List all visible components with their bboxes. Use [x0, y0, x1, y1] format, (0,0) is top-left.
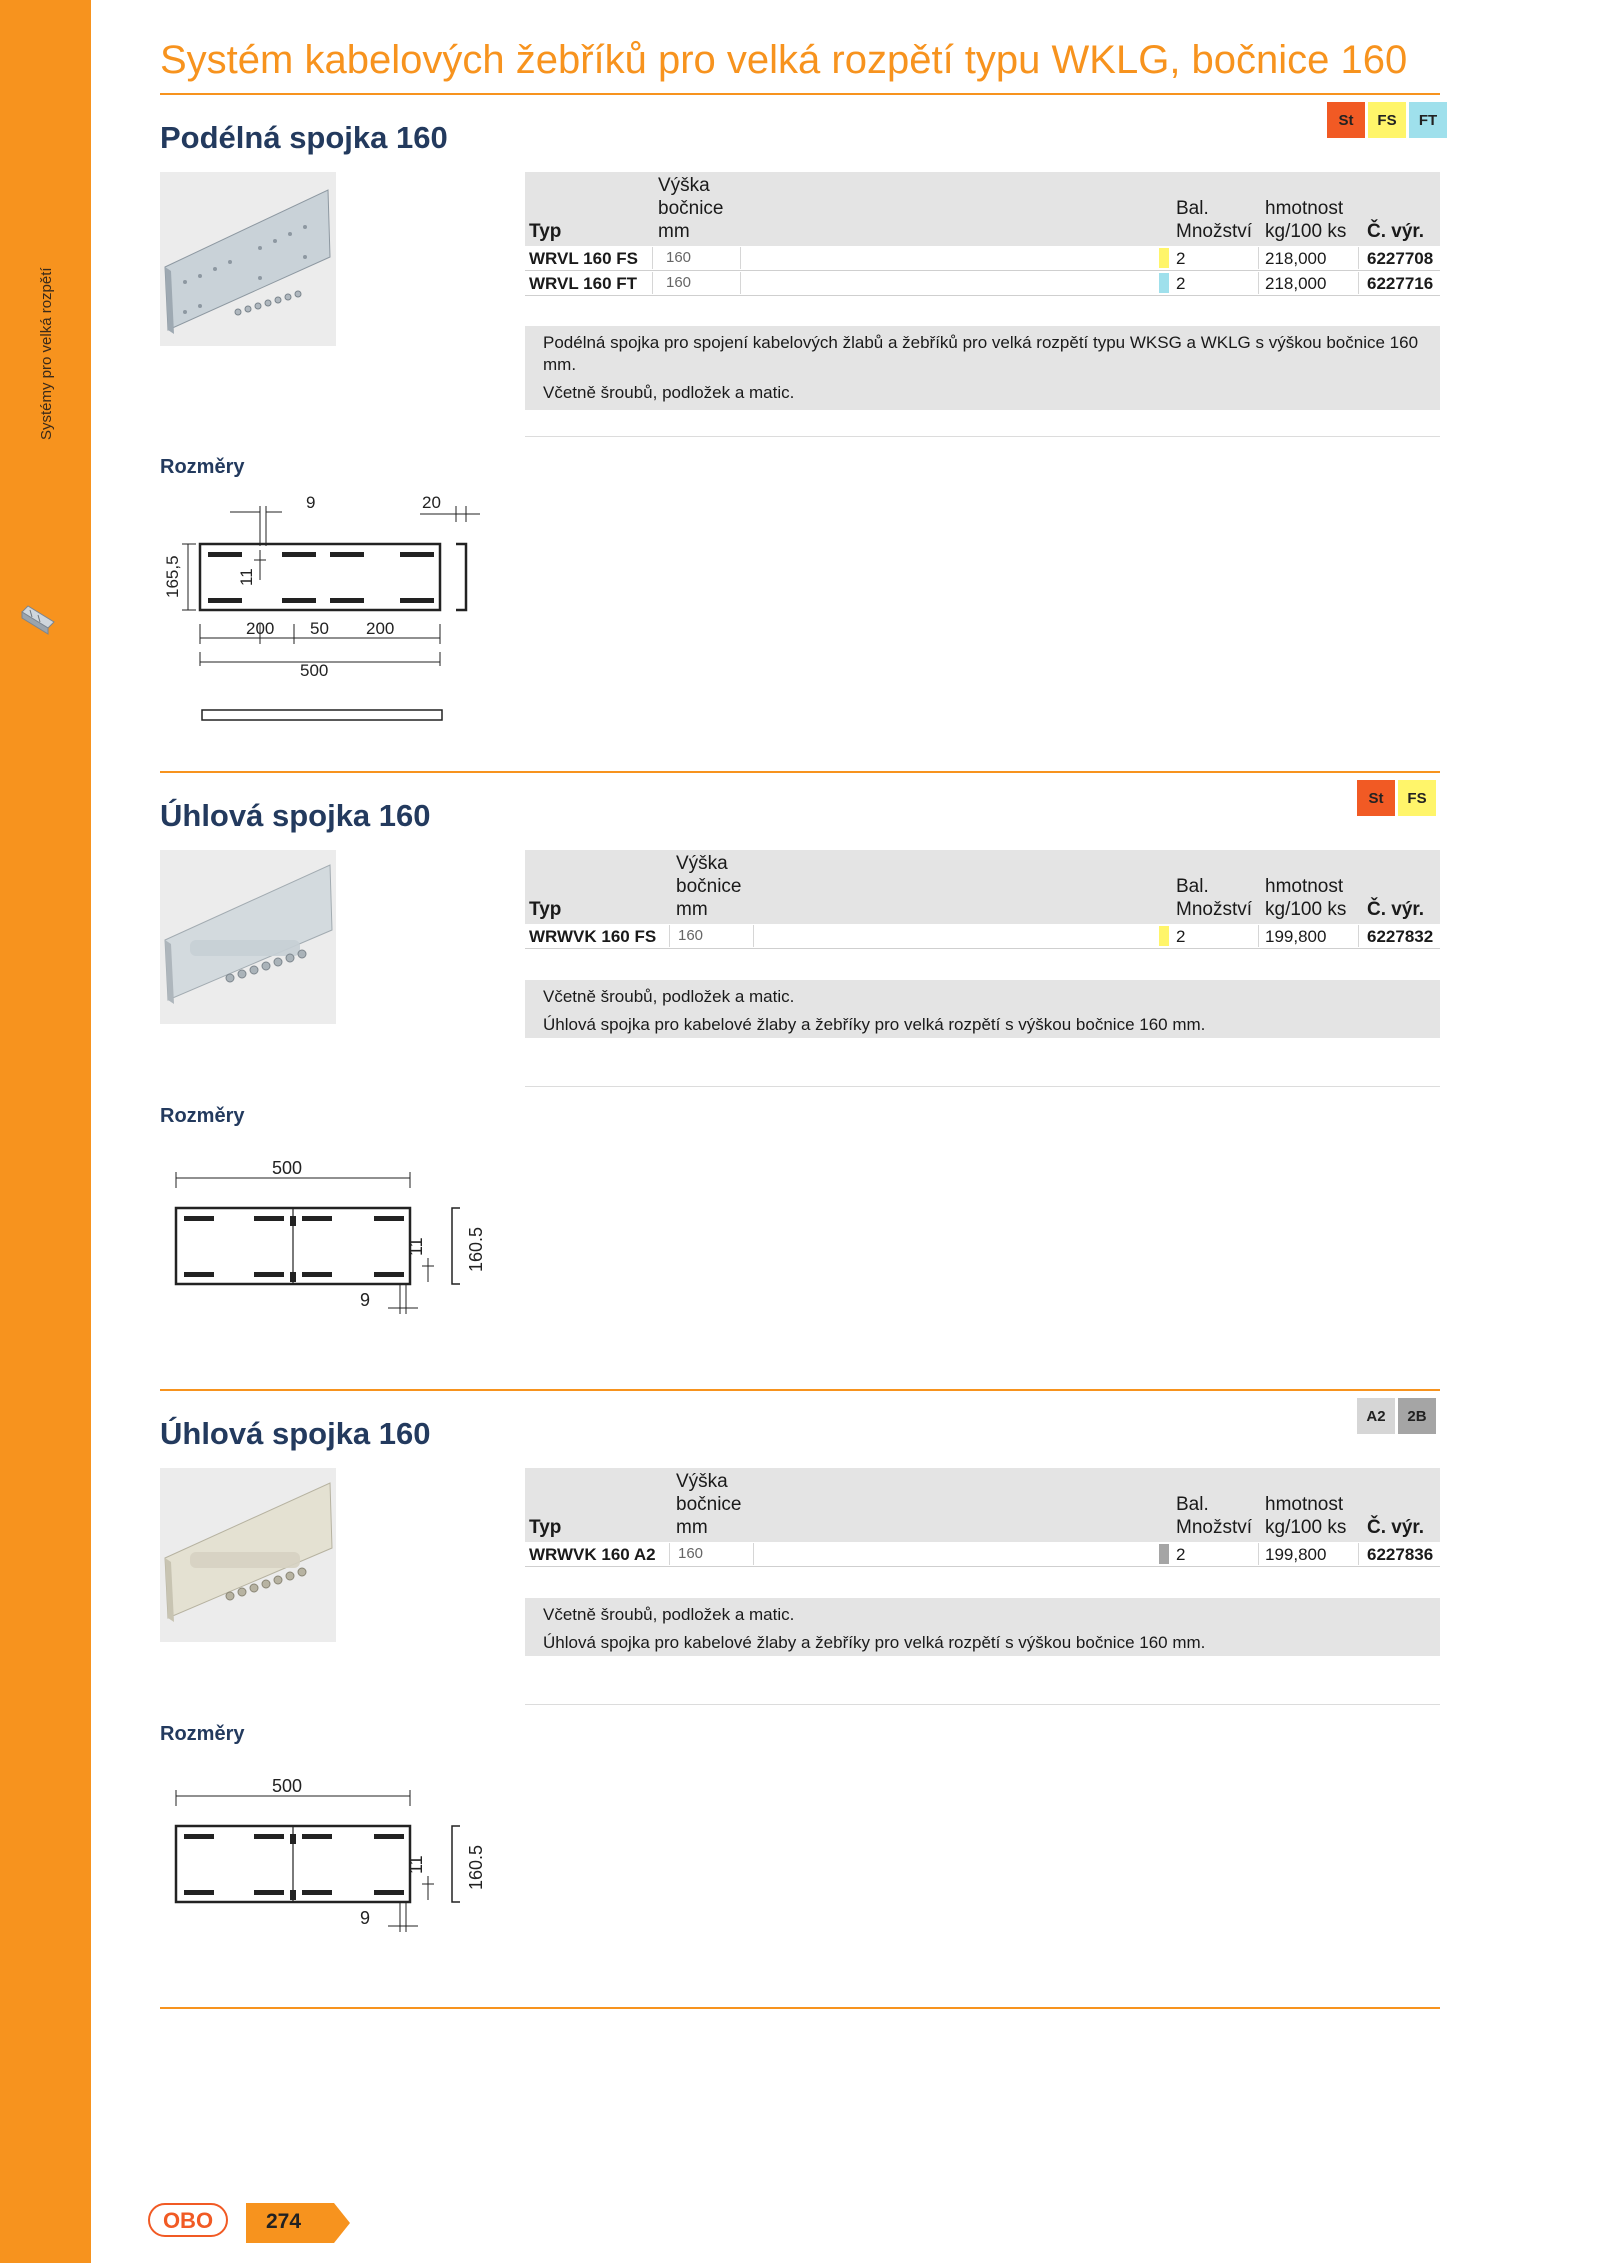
dim-160: 160.5 [466, 1844, 486, 1890]
section-rule [160, 2007, 1440, 2009]
description-text: Včetně šroubů, podložek a matic. [543, 987, 795, 1006]
product-table [525, 1468, 1440, 1567]
cell-typ: WRWVK 160 FS [529, 927, 657, 946]
description-text: Včetně šroubů, podložek a matic. [543, 383, 795, 402]
header-hmotnost-1: hmotnost [1265, 876, 1344, 897]
header-cislo: Č. výr. [1367, 221, 1425, 242]
dim-9: 9 [306, 493, 316, 512]
cell-cislo: 6227836 [1367, 1545, 1434, 1564]
description-text: Včetně šroubů, podložek a matic. [543, 1605, 795, 1624]
dim-200a: 200 [246, 619, 275, 638]
cable-ladder-icon [18, 600, 58, 640]
header-vyska-3: mm [676, 1517, 708, 1538]
dim-11: 11 [237, 568, 256, 586]
dim-160: 160.5 [466, 1226, 486, 1272]
dim-500: 500 [272, 1158, 303, 1178]
header-cislo: Č. výr. [1367, 1517, 1425, 1538]
dim-500: 500 [272, 1776, 303, 1796]
product-table [525, 850, 1440, 949]
description-text: Úhlová spojka pro kabelové žlaby a žebříky pro velká rozpětí s výškou bočnice 160 mm. [543, 1015, 1206, 1034]
cell-bal: 2 [1176, 927, 1186, 946]
cell-hmotnost: 218,000 [1265, 249, 1327, 268]
table-row [525, 1542, 1440, 1567]
cell-hmotnost: 199,800 [1265, 927, 1327, 946]
header-hmotnost-2: kg/100 ks [1265, 1517, 1347, 1538]
product-photo [160, 1468, 336, 1642]
dim-9: 9 [360, 1908, 371, 1928]
header-vyska-3: mm [658, 221, 690, 242]
dim-500: 500 [300, 661, 329, 680]
product-photo [160, 850, 336, 1024]
cell-vyska: 160 [666, 274, 692, 291]
logo-text: OBO [162, 2208, 214, 2233]
dimensions-heading: Rozměry [160, 1723, 245, 1745]
header-vyska-2: bočnice [658, 198, 724, 219]
badge-ft: FT [1409, 102, 1447, 138]
obo-logo [148, 2203, 228, 2237]
section-title: Podélná spojka 160 [160, 120, 448, 155]
cell-vyska: 160 [666, 249, 692, 266]
finish-swatch-fs [1159, 248, 1169, 268]
cell-bal: 2 [1176, 274, 1186, 293]
dimension-drawing [160, 488, 510, 728]
badge-2b: 2B [1398, 1398, 1436, 1434]
section-title: Úhlová spojka 160 [160, 1416, 431, 1451]
material-badges [1327, 102, 1447, 138]
badge-st: St [1327, 102, 1365, 138]
header-vyska-1: Výška [676, 853, 728, 874]
header-bal-2: Množství [1176, 1517, 1253, 1538]
product-photo [160, 172, 336, 346]
cell-cislo: 6227832 [1367, 927, 1434, 946]
finish-swatch-a2 [1159, 1544, 1169, 1564]
cell-bal: 2 [1176, 249, 1186, 268]
divider [525, 1704, 1440, 1705]
header-hmotnost-2: kg/100 ks [1265, 899, 1347, 920]
table-header [525, 172, 1440, 246]
dim-9: 9 [360, 1290, 371, 1310]
description-box [525, 326, 1440, 410]
header-vyska-2: bočnice [676, 1494, 742, 1515]
dimensions-heading: Rozměry [160, 1105, 245, 1127]
dim-165: 165,5 [163, 555, 182, 598]
header-hmotnost-1: hmotnost [1265, 198, 1344, 219]
sidebar-label: Systémy pro velká rozpětí [38, 267, 55, 440]
divider [525, 1086, 1440, 1087]
dim-20: 20 [422, 493, 441, 512]
page-number: 274 [266, 2210, 302, 2233]
description-box [525, 1598, 1440, 1656]
cell-vyska: 160 [678, 927, 704, 944]
header-bal-1: Bal. [1176, 1494, 1209, 1515]
dimensions-heading: Rozměry [160, 456, 245, 478]
table-row [525, 271, 1440, 296]
product-table [525, 172, 1440, 296]
header-bal-1: Bal. [1176, 198, 1209, 219]
header-typ: Typ [529, 221, 562, 242]
header-typ: Typ [529, 1517, 562, 1538]
cell-hmotnost: 218,000 [1265, 274, 1327, 293]
header-vyska-3: mm [676, 899, 708, 920]
badge-a2: A2 [1357, 1398, 1395, 1434]
table-row [525, 246, 1440, 271]
dim-11: 11 [406, 1855, 426, 1874]
divider [525, 436, 1440, 437]
header-hmotnost-2: kg/100 ks [1265, 221, 1347, 242]
header-cislo: Č. výr. [1367, 899, 1425, 920]
material-badges [1357, 780, 1436, 816]
cell-vyska: 160 [678, 1545, 704, 1562]
description-text: Úhlová spojka pro kabelové žlaby a žebříky pro velká rozpětí s výškou bočnice 160 mm. [543, 1633, 1206, 1652]
badge-st: St [1357, 780, 1395, 816]
header-bal-2: Množství [1176, 221, 1253, 242]
cell-typ: WRWVK 160 A2 [529, 1545, 656, 1564]
table-header [525, 850, 1440, 924]
header-hmotnost-1: hmotnost [1265, 1494, 1344, 1515]
table-row [525, 924, 1440, 949]
badge-fs: FS [1398, 780, 1436, 816]
header-vyska-1: Výška [658, 175, 710, 196]
header-typ: Typ [529, 899, 562, 920]
cell-cislo: 6227708 [1367, 249, 1434, 268]
cell-cislo: 6227716 [1367, 274, 1434, 293]
finish-swatch-ft [1159, 273, 1169, 293]
title-rule [160, 93, 1440, 95]
cell-bal: 2 [1176, 1545, 1186, 1564]
cell-typ: WRVL 160 FS [529, 249, 638, 268]
dimension-drawing [160, 1766, 510, 1936]
dim-50: 50 [310, 619, 329, 638]
header-vyska-1: Výška [676, 1471, 728, 1492]
dim-11: 11 [406, 1237, 426, 1256]
dimension-drawing [160, 1148, 510, 1318]
dim-200b: 200 [366, 619, 395, 638]
table-header [525, 1468, 1440, 1542]
description-box [525, 980, 1440, 1038]
header-bal-1: Bal. [1176, 876, 1209, 897]
header-bal-2: Množství [1176, 899, 1253, 920]
finish-swatch-fs [1159, 926, 1169, 946]
section-rule [160, 1389, 1440, 1391]
description-text: Podélná spojka pro spojení kabelových žlabů a žebříků pro velká rozpětí typu WKSG a WKLG s výškou bočnice 160 mm. [543, 333, 1419, 374]
cell-typ: WRVL 160 FT [529, 274, 638, 293]
material-badges [1357, 1398, 1436, 1434]
cell-hmotnost: 199,800 [1265, 1545, 1327, 1564]
page-title: Systém kabelových žebříků pro velká rozpětí typu WKLG, bočnice 160 [160, 38, 1408, 82]
section-title: Úhlová spojka 160 [160, 798, 431, 833]
badge-fs: FS [1368, 102, 1406, 138]
header-vyska-2: bočnice [676, 876, 742, 897]
section-rule [160, 771, 1440, 773]
